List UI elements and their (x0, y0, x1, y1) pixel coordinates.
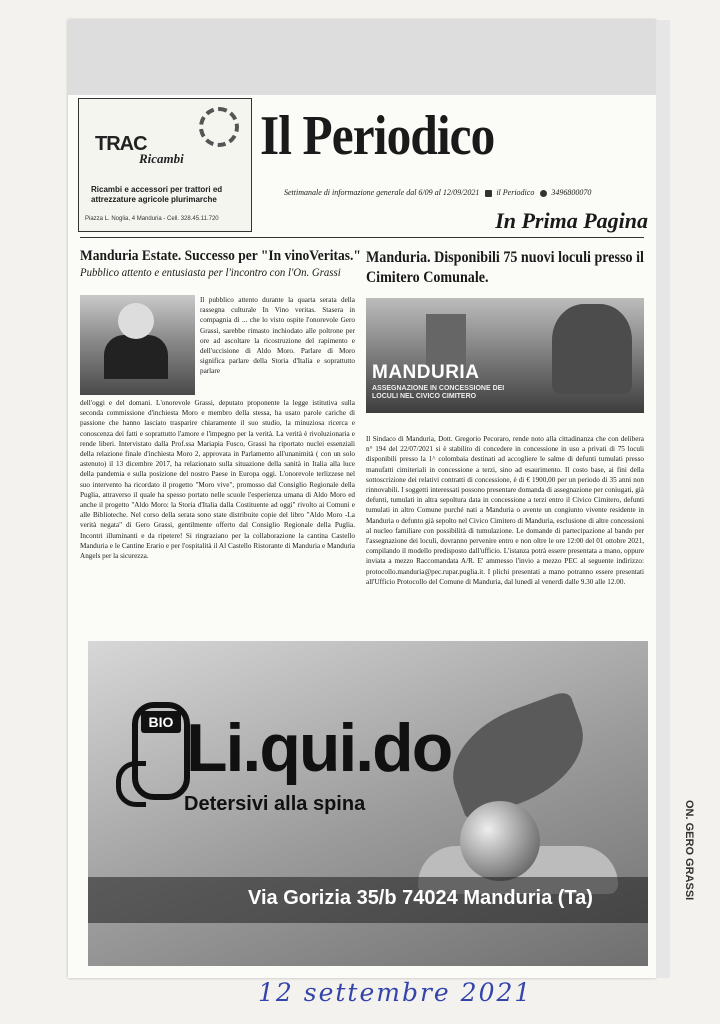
masthead-subline (284, 188, 595, 197)
store-address: Via Gorizia 35/b 74024 Manduria (Ta) (248, 887, 593, 909)
globe-shape (460, 801, 540, 881)
author-stamp: ON. GERO GRASSI (683, 800, 695, 901)
article-body: dell'oggi e del domani. L'onorevole Grassi, deputato proponente la legge istitutiva sulla seconda commissione d'inchiesta Moro e membro della stessa, ha usato parole cariche di passione che hanno lasciato trasparire chiaramente il suo studio, la minuziosa ricerca e conoscenza dei fatti e soprattutto l'amore e l'impegno per la verità. La verità è rivoluzionaria e rende liberi. Intervistato dalla Prof.ssa Mariapia Fusco, Grassi ha riportato nuclei essenziali della relazione finale d'inchiesta Moro 2, approvata in Parlamento all'unanimità ( con un solo astenuto) il 13 dicembre 2017, ha relazionato sulla situazione della sanità in Italia alla luce della pandemia e sulla posizione del nostro Paese in Europa oggi. L'onorevole terlizzese nel suo intervento ha ricordato il progetto "Moro vive", promosso dal Consiglio Regionale della Puglia, attraverso il quale ha spesso portato nelle scuole l'esperienza umana di Aldo Moro ed anche il progetto "Aldo Moro: la Storia d'Italia dalla Costituente ad oggi" rivolto ai Comuni e alle Biblioteche. Nel corso della serata sono state distribuite copie del libro "Aldo Moro -La verità negata" di Gero Grassi, gentilmente offerto dal Consiglio Regionale della Puglia. Incontri illuminanti e da ripetere! Si ringraziano per la collaborazione la cantina Castello Manduria e le Cantine Erario e per l'ospitalità il Al Castello Ristorante di Manduria e Manduria Angels per la sicurezza. (80, 399, 355, 561)
facebook-name: il Periodico (496, 188, 535, 197)
article-in-vino-veritas (80, 248, 361, 561)
leaf-shape (437, 690, 599, 822)
brand-tagline: Detersivi alla spina (184, 793, 366, 815)
newspaper-title: Il Periodico (260, 105, 495, 167)
masthead-divider (80, 237, 644, 238)
trac-ricambi-ad (78, 98, 252, 232)
image-title: MANDURIA (372, 362, 480, 383)
article-intro: Il pubblico attento durante la quarta serata della rassegna culturale In Vino veritas. Stasera in compagnia di ... che lo visto ospite l'onorevole Gero Grassi, sarebbe rimasto inchiodato alle poltrone per ore ad ascoltare la ricostruzione del rapimento e dell'uccisione di Aldo Moro. Parlare di Moro significa parlare della Storia d'Italia e soprattutto parlare (200, 296, 355, 376)
article-body: Il Sindaco di Manduria, Dott. Gregorio Pecoraro, rende noto alla cittadinanza che con delibera n° 194 del 22/07/2021 si è stabilito di concedere in concessione in uso a privati di 75 loculi disponibili presso la 1^ colombaia destinati ad accogliere le salme di defunti tumulati presso manufatti cimiteriali in concessione a terzi, sino ad esaurimento. Il costo base, ai fini della sottoscrizione dei relativi contratti di concessione, è di € 1900,00 per un periodo di 35 anni non rinnovabili. I soggetti interessati possono presentare domanda di assegnazione per coniugati, già defunti, tumulati in altra sepoltura data in concessione a terzi entro il Civico Cimitero, defunti tumulati in altro Comune purché nati a Manduria o avente un congiunto vivente residente in Manduria o defunto già sepolto nel Civico Cimitero di Manduria, esclusione di altre concessioni al nucleo familiare con possibilità di tumulazione. Le domande di partecipazione al bando per l'assegnazione dei loculi, dovranno pervenire entro e non oltre le ore 12:00 del 01 ottobre 2021, compilando il modello predisposto dall'ufficio. L'istanza potrà essere presentata a mano, oppure inviata a mezzo Raccomandata A/R. E' ammesso l'invio a mezzo PEC al seguente indirizzo: protocollo.manduria@pec.rupar.puglia.it. I plichi presentati a mano potranno essere presentati all'Ufficio Protocollo del Comune di Manduria, dal lunedì al venerdì dalle 9.30 alle 12.00. (366, 435, 644, 586)
ad-logo: TRAC (95, 133, 147, 155)
article-headline: Manduria Estate. Successo per "In vinoVeritas." (80, 248, 361, 264)
speaker-photo (80, 295, 195, 395)
bio-badge: BIO (141, 711, 181, 733)
gear-icon (199, 107, 239, 147)
masthead (78, 98, 648, 233)
tree-shape (552, 304, 632, 394)
ad-description: Ricambi e accessori per trattori ed attrezzature agricole plurimarche (91, 185, 223, 204)
speaker-head (118, 303, 154, 339)
newspaper-page (68, 20, 656, 978)
ad-logo-sub: Ricambi (139, 151, 184, 166)
speaker-body (104, 335, 168, 379)
ad-address: Piazza L. Noglia, 4 Manduria - Cell. 328.45.11.720 (85, 216, 219, 222)
page-top-strip (68, 20, 656, 95)
section-title: In Prima Pagina (495, 208, 648, 233)
article-subheadline: Pubblico attento e entusiasta per l'incontro con l'On. Grassi (80, 265, 341, 279)
article-headline: Manduria. Disponibili 75 nuovi loculi presso il Cimitero Comunale. (366, 249, 644, 286)
page-edge (656, 20, 670, 978)
liquido-advertisement (88, 641, 648, 966)
brand-name: Li.qui.do (186, 710, 452, 786)
whatsapp-icon (540, 190, 547, 197)
facebook-icon (485, 190, 492, 197)
handwritten-date: 12 settembre 2021 (258, 978, 533, 1007)
issue-dates: Settimanale di informazione generale dal 6/09 al 12/09/2021 (284, 188, 480, 197)
image-subtitle: ASSEGNAZIONE IN CONCESSIONE DEI LOCULI NEL CIVICO CIMITERO (372, 385, 505, 400)
phone-number: 3496800070 (551, 188, 592, 197)
article-loculi (366, 248, 644, 586)
cemetery-photo (366, 298, 644, 413)
